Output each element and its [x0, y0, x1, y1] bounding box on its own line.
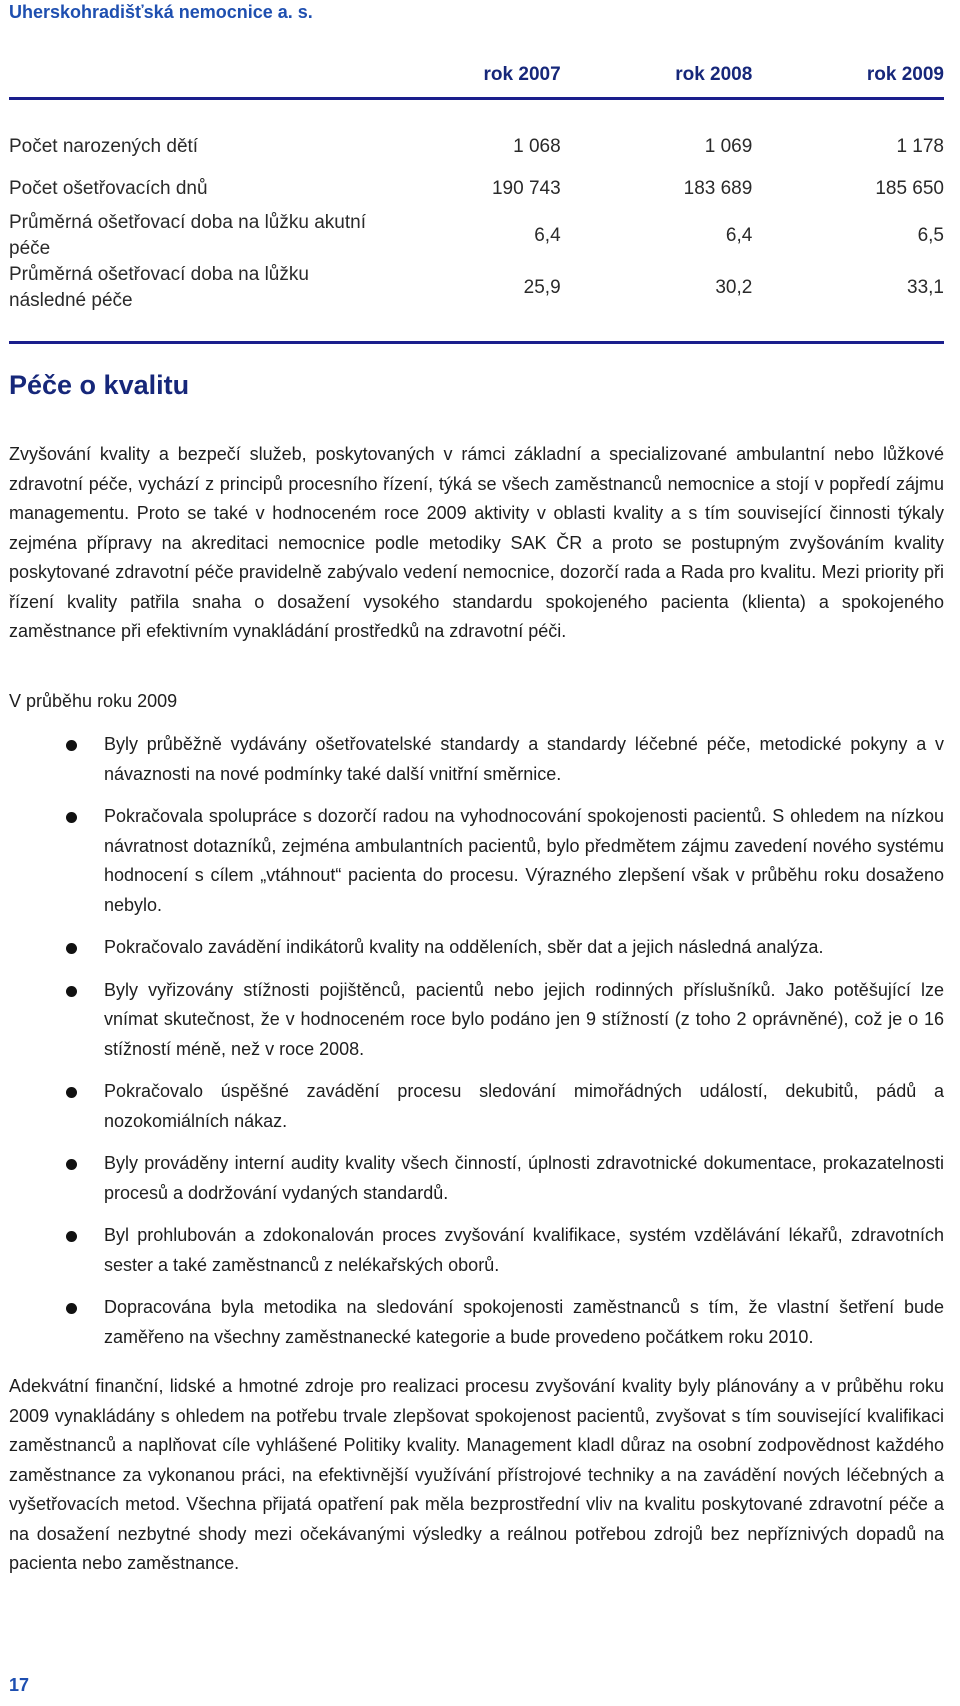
table-header-row — [9, 62, 944, 96]
table-row — [9, 210, 944, 262]
cell-value: 6,4 — [725, 225, 753, 246]
list-item-text: Pokračovala spolupráce s dozorčí radou na vyhodnocování spokojenosti pacientů. S ohledem na nízkou návratnost dotazníků, zejména ambulantních pacientů, bylo předmětem zájmu zavedení nového systému hodnocení s cílem „vtáhnout“ pacienta do procesu. Výrazného zlepšení však v průběhu roku dosaženo nebylo. — [104, 806, 944, 915]
list-item — [9, 1293, 944, 1352]
row-label: Průměrná ošetřovací doba na lůžku akutní péče — [9, 212, 366, 259]
bullet-icon — [66, 812, 77, 823]
cell-value: 6,4 — [534, 225, 561, 246]
list-item-text: Dopracována byla metodika na sledování spokojenosti zaměstnanců s tím, že vlastní šetření bude zaměřeno na všechny zaměstnanecké kategorie a bude provedeno počátkem roku 2010. — [104, 1297, 944, 1347]
list-item-text: Pokračovalo úspěšné zavádění procesu sledování mimořádných událostí, dekubitů, pádů a nozokomiálních nákaz. — [104, 1081, 944, 1131]
row-label: Počet narozených dětí — [9, 136, 199, 157]
bullet-icon — [66, 1231, 77, 1242]
bullet-icon — [66, 740, 77, 751]
row-label: Počet ošetřovacích dnů — [9, 178, 208, 199]
bullet-icon — [66, 943, 77, 954]
year-subheading: V průběhu roku 2009 — [9, 691, 178, 711]
cell-value: 1 178 — [896, 136, 944, 157]
list-item-text: Byly prováděny interní audity kvality všech činností, úplnosti zdravotnické dokumentace, prokazatelnosti procesů a dodržování vydaných standardů. — [104, 1153, 944, 1203]
section-heading: Péče o kvalitu — [9, 370, 190, 400]
list-item-text: Pokračovalo zavádění indikátorů kvality na odděleních, sběr dat a jejich následná analýza. — [104, 937, 824, 957]
bullet-icon — [66, 986, 77, 997]
table-header-blank — [9, 62, 369, 96]
column-header-2008: rok 2008 — [675, 64, 753, 85]
closing-paragraph: Adekvátní finanční, lidské a hmotné zdroje pro realizaci procesu zvyšování kvality byly plánovány a v průběhu roku 2009 vynakládány s ohledem na potřebu trvale zlepšovat spokojenost pacientů, zvyšovat s tím související kvalifikaci zaměstnanců a naplňovat cíle vyhlášené Politiky kvality. Management kladl důraz na osobní zodpovědnost každého zaměstnance za vykonanou práci, na efektivnější využívání přístrojové techniky a na zavádění nových léčebných a vyšetřovacích metod. Všechna přijatá opatření pak měla bezprostřední vliv na kvalitu poskytované zdravotní péče a na dosažení nezbytné shody mezi očekávanými výsledky a reálnou potřebou zdrojů bez nepříznivých dopadů na pacienta nebo zaměstnance. — [9, 1376, 944, 1573]
document-header-title: Uherskohradišťská nemocnice a. s. — [9, 2, 313, 22]
activities-list — [9, 730, 944, 1365]
list-item — [9, 1149, 944, 1208]
bullet-icon — [66, 1087, 77, 1098]
list-item — [9, 933, 944, 963]
table-row — [9, 126, 944, 168]
list-item — [9, 730, 944, 789]
cell-value: 30,2 — [715, 277, 753, 298]
table-row — [9, 168, 944, 210]
statistics-table — [9, 62, 944, 344]
list-item — [9, 976, 944, 1065]
list-item-text: Byly vyřizovány stížnosti pojištěnců, pacientů nebo jejich rodinných příslušníků. Jako potěšující lze vnímat skutečnost, že v hodnoceném roce bylo podáno jen 9 stížností (z toho 2 oprávněné), což je o 16 stížností méně, než v roce 2008. — [104, 979, 944, 1059]
cell-value: 1 068 — [513, 136, 561, 157]
list-item — [9, 1221, 944, 1280]
cell-value: 185 650 — [875, 178, 944, 199]
list-item-text: Byly průběžně vydávány ošetřovatelské standardy a standardy léčebné péče, metodické pokyny a v návaznosti na nové podmínky také další vnitřní směrnice. — [104, 734, 944, 784]
column-header-2007: rok 2007 — [483, 64, 561, 85]
cell-value: 6,5 — [917, 225, 944, 246]
cell-value: 190 743 — [491, 178, 561, 199]
intro-paragraph: Zvyšování kvality a bezpečí služeb, poskytovaných v rámci základní a specializované ambulantní nebo lůžkové zdravotní péče, vychází z principů procesního řízení, týká se všech zaměstnanců nemocnice a stojí v popředí zájmu managementu. Proto se také v hodnoceném roce 2009 aktivity v oblasti kvality a s tím související činnosti týkaly zejména přípravy na akreditaci nemocnice podle metodiky SAK ČR a proto se postupným zvyšováním kvality poskytované zdravotní péče pravidelně zabývalo vedení nemocnice, dozorčí rada a Rada pro kvalitu. Mezi priority při řízení kvality patřila snaha o dosažení vysokého standardu spokojeného pacienta (klienta) a spokojeného zaměstnance při efektivním vynakládání prostředků na zdravotní péči. — [9, 444, 944, 641]
table-row — [9, 262, 944, 314]
row-label: Průměrná ošetřovací doba na lůžku následné péče — [9, 264, 309, 311]
cell-value: 183 689 — [683, 178, 753, 199]
bullet-icon — [66, 1159, 77, 1170]
list-item — [9, 1077, 944, 1136]
cell-value: 1 069 — [704, 136, 753, 157]
cell-value: 33,1 — [907, 277, 944, 298]
page-number: 17 — [9, 1675, 30, 1695]
column-header-2009: rok 2009 — [866, 64, 944, 85]
list-item-text: Byl prohlubován a zdokonalován proces zvyšování kvalifikace, systém vzdělávání lékařů, zdravotních sester a také zaměstnanců z nelékařských oborů. — [104, 1225, 944, 1275]
bullet-icon — [66, 1303, 77, 1314]
cell-value: 25,9 — [523, 277, 561, 298]
list-item — [9, 802, 944, 920]
table-bottom-rule — [9, 341, 944, 344]
